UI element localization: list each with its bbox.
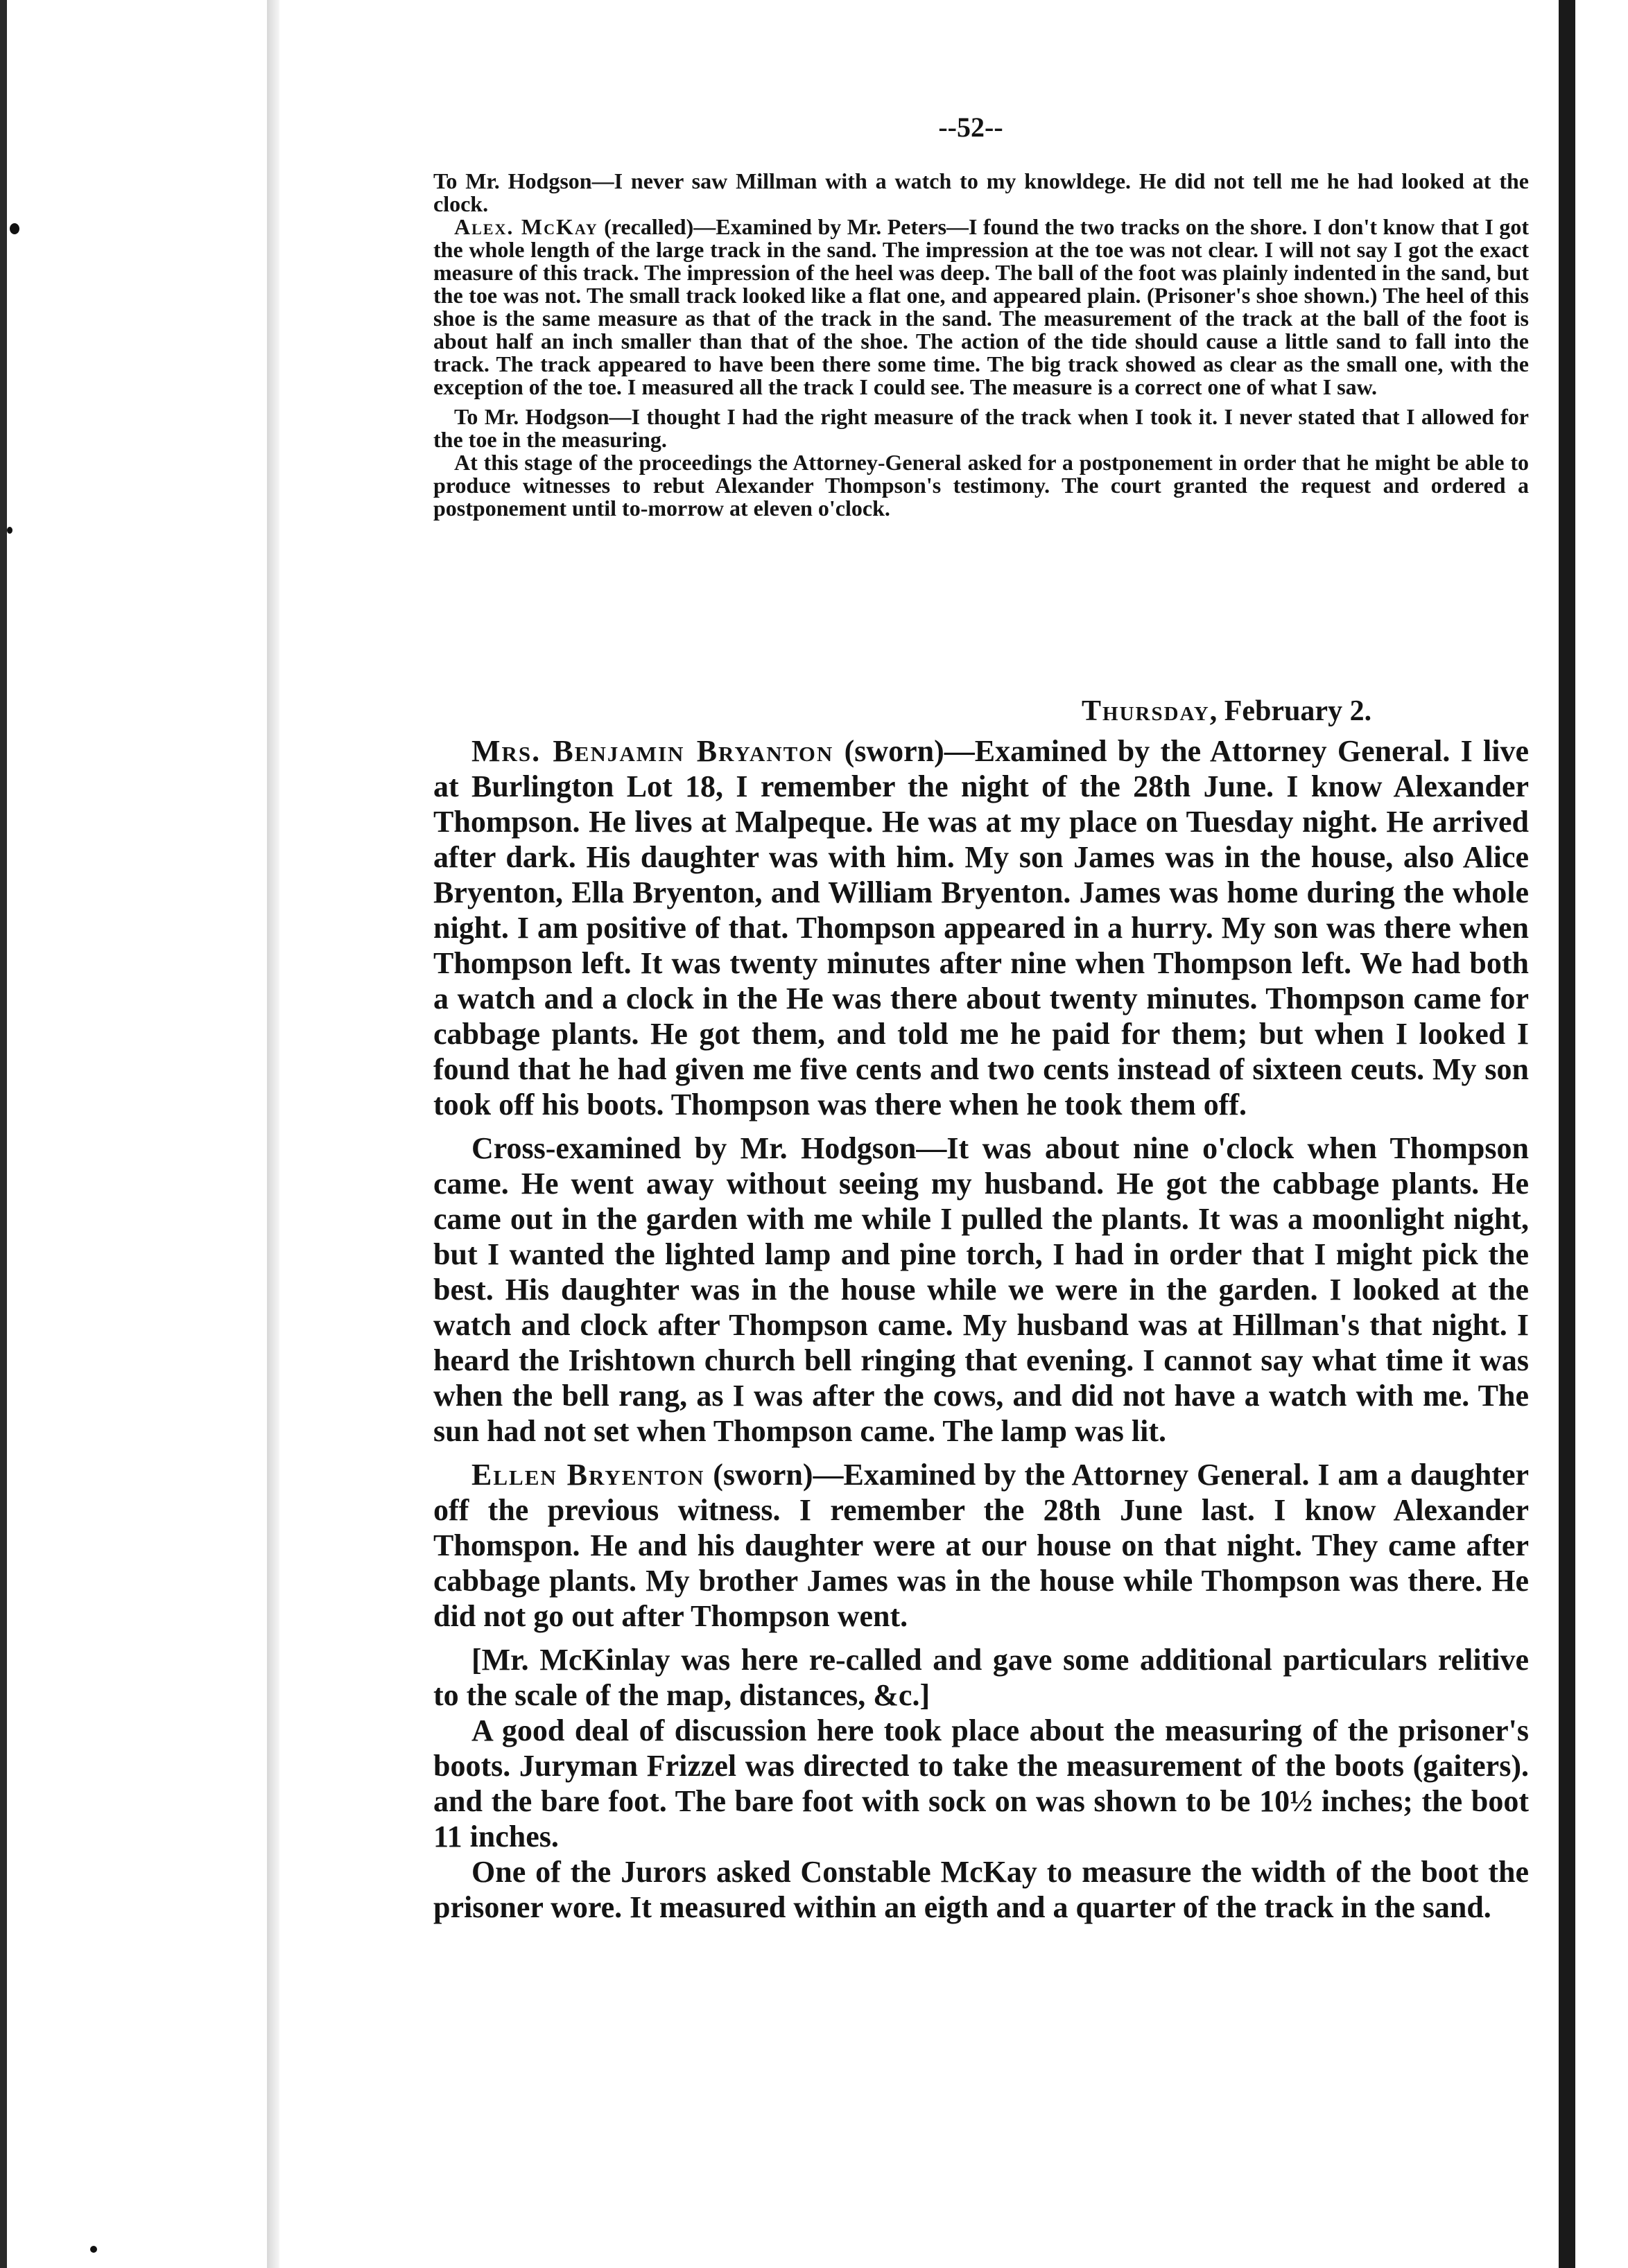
paragraph-text: To Mr. Hodgson—I never saw Millman with a watch to my knowldege. He did not tell me he had looked at the clock.	[433, 168, 1529, 216]
page-number: --52--	[938, 112, 1003, 143]
paragraph	[433, 1131, 1529, 1449]
paragraph-text: (sworn)—Examined by the Attorney General. I am a daughter off the previous witness. I remember the 28th June last. I know Alexander Thomspon. He and his daughter were at our house on that night. They came after cabbage plants. My brother James was in the house while Thompson was there. He did not go out after Thompson went.	[433, 1458, 1529, 1633]
paragraph-text: [Mr. McKinlay was here re-called and gave some additional particulars relitive to the scale of the map, distances, &c.]	[433, 1643, 1529, 1712]
testimony-block-thursday	[433, 733, 1529, 1925]
paragraph	[433, 1457, 1529, 1634]
witness-name: Mrs. Benjamin Bryanton	[471, 734, 834, 768]
paragraph-text: A good deal of discussion here took place about the measuring of the prisoner's boots. Juryman Frizzel was directed to take the measurement of the boots (gaiters). and the bare foot. The bare foot with sock on was shown to be 10½ inches; the boot 11 inches.	[433, 1713, 1529, 1853]
paragraph	[433, 1713, 1529, 1854]
paragraph-text: At this stage of the proceedings the Attorney-General asked for a postponement in order that he might be able to produce witnesses to rebut Alexander Thompson's testimony. The court granted the request and ordered a postponement until to-morrow at eleven o'clock.	[433, 450, 1529, 521]
dateline-day: Thursday	[1082, 695, 1210, 727]
paragraph-text: One of the Jurors asked Constable McKay to measure the width of the boot the prisoner wore. It measured within an eigth and a quarter of the track in the sand.	[433, 1855, 1529, 1924]
paragraph-text: (sworn)—Examined by the Attorney General. I live at Burlington Lot 18, I remember the night of the 28th June. I know Alexander Thompson. He lives at Malpeque. He was at my place on Tuesday night. He arrived after dark. His daughter was with him. My son James was in the house, also Alice Bryenton, Ella Bryenton, and William Bryenton. James was home during the whole night. I am positive of that. Thompson appeared in a hurry. My son was there when Thompson left. It was twenty minutes after nine when Thompson left. We had both a watch and a clock in the He was there about twenty minutes. Thompson came for cabbage plants. He got them, and told me he paid for them; but when I looked I found that he had given me five cents and two cents instead of sixteen ceuts. My son took off his boots. Thompson was there when he took them off.	[433, 734, 1530, 1122]
paragraph	[433, 216, 1529, 399]
paragraph	[433, 170, 1529, 216]
paragraph	[433, 405, 1529, 451]
scan-speck	[90, 2246, 97, 2253]
paragraph	[433, 1642, 1529, 1713]
testimony-block-continued	[433, 170, 1529, 520]
scan-edge-left	[0, 0, 7, 2268]
witness-name: Alex. McKay	[454, 214, 598, 239]
dateline	[1082, 695, 1371, 728]
scan-edge-right	[1559, 0, 1575, 2268]
paragraph-text: To Mr. Hodgson—I thought I had the right measure of the track when I took it. I never stated that I allowed for the toe in the measuring.	[433, 404, 1529, 452]
witness-name: Ellen Bryenton	[471, 1458, 705, 1492]
dateline-date: , February 2.	[1209, 695, 1372, 727]
scan-speck	[10, 223, 19, 234]
paragraph	[433, 1854, 1529, 1925]
page-spine-shadow	[267, 0, 279, 2268]
paragraph-text: Cross-examined by Mr. Hodgson—It was about nine o'clock when Thompson came. He went away without seeing my husband. He got the cabbage plants. He came out in the garden with me while I pulled the plants. It was a moonlight night, but I wanted the lighted lamp and pine torch, I had in order that I might pick the best. His daughter was in the house while we were in the garden. I looked at the watch and clock after Thompson came. My husband was at Hillman's that night. I heard the Irishtown church bell ringing that evening. I cannot say what time it was when the bell rang, as I was after the cows, and did not have a watch with me. The sun had not set when Thompson came. The lamp was lit.	[433, 1131, 1529, 1448]
paragraph	[433, 451, 1529, 520]
paragraph-text: (recalled)—Examined by Mr. Peters—I found the two tracks on the shore. I don't know that I got the whole length of the large track in the sand. The impression at the toe was not clear. I will not say I got the exact measure of this track. The impression of the heel was deep. The ball of the foot was plainly indented in the sand, but the toe was not. The small track looked like a flat one, and appeared plain. (Prisoner's shoe shown.) The heel of this shoe is the same measure as that of the track in the sand. The measurement of the track at the ball of the foot is about half an inch smaller than that of the shoe. The action of the tide should cause a little sand to fall into the track. The track appeared to have been there some time. The big track showed as clear as the small one, with the exception of the toe. I measured all the track I could see. The measure is a correct one of what I saw.	[433, 214, 1529, 399]
paragraph	[433, 733, 1529, 1122]
scan-speck	[7, 527, 12, 534]
